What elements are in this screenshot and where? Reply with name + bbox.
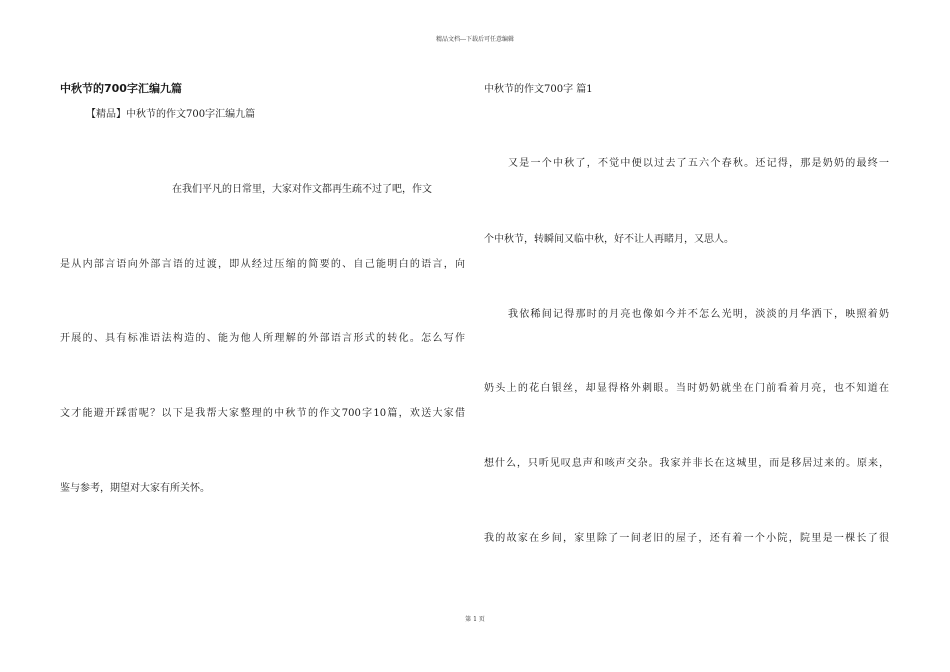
section-heading: 中秋节的作文700字 篇1 [484, 84, 593, 95]
left-paragraph-line: 文才能避开踩雷呢？以下是我帮大家整理的中秋节的作文700字10篇，欢送大家借 [60, 408, 465, 419]
left-paragraph-line: 在我们平凡的日常里，大家对作文都再生疏不过了吧，作文 [172, 184, 432, 195]
right-paragraph-line: 奶头上的花白银丝，却显得格外刺眼。当时奶奶就坐在门前看着月亮，也不知道在 [484, 383, 889, 394]
document-title: 中秋节的700字汇编九篇 [60, 82, 182, 95]
page-number: 第 1 页 [465, 616, 485, 623]
left-paragraph-line: 是从内部言语向外部言语的过渡，即从经过压缩的简要的、自己能明白的语言，向 [60, 259, 465, 270]
right-paragraph-line: 想什么，只听见叹息声和咳声交杂。我家并非长在这城里，而是移居过来的。原来， [484, 458, 889, 469]
right-paragraph-line: 我依稀间记得那时的月亮也像如今并不怎么光明，淡淡的月华洒下，映照着奶 [508, 309, 889, 320]
right-paragraph-line: 我的故家在乡间，家里除了一间老旧的屋子，还有着一个小院，院里是一棵长了很 [484, 533, 889, 544]
left-paragraph-line: 开展的、具有标准语法构造的、能为他人所理解的外部语言形式的转化。怎么写作 [60, 333, 465, 344]
page-header: 精品文档---下载后可任意编辑 [435, 36, 515, 43]
right-paragraph-line: 又是一个中秋了，不觉中便以过去了五六个春秋。还记得，那是奶奶的最终一 [508, 158, 889, 169]
right-paragraph-line: 个中秋节，转瞬间又临中秋，好不让人再睹月，又思人。 [484, 234, 734, 245]
left-paragraph-line: 鉴与参考，期望对大家有所关怀。 [60, 483, 210, 494]
document-subtitle: 【精品】中秋节的作文700字汇编九篇 [86, 109, 256, 120]
